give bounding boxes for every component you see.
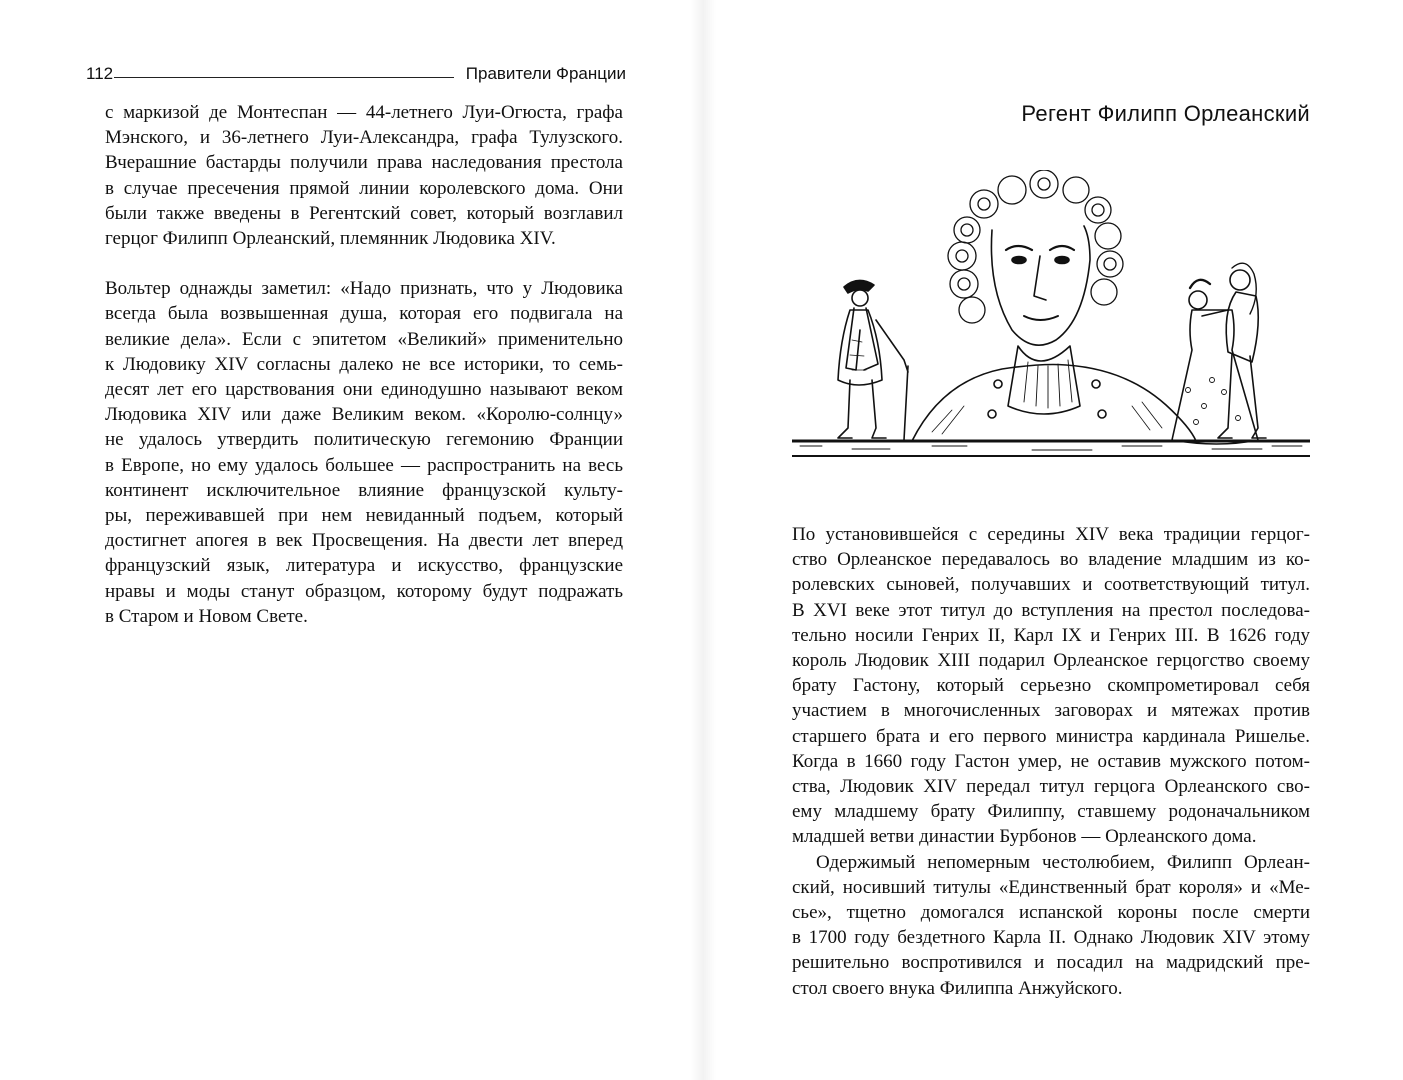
right-paragraph-1 [792,522,1310,850]
text-line: в случае пресечения прямой линии королевского дома. Они [105,177,623,199]
text-line: континент исключительное влияние французской культу- [105,479,623,501]
right-page-text [792,522,1310,1001]
header-rule [114,77,454,78]
text-line: сье», тщетно домогался испанской короны после смерти [792,902,1310,924]
text-line: В XVI веке этот титул до вступления на престол последова- [792,599,1310,621]
page-number: 112 [86,64,114,83]
right-paragraph-2 [792,850,1310,1001]
text-line: ство Орлеанское передавалось во владение младшим из ко- [792,549,1310,571]
text-line: ства, Людовик XIV передал титул герцога Орлеанского сво- [792,776,1310,798]
right-figures [1172,263,1266,444]
text-line: в 1700 году бездетного Карла II. Однако Людовик XIV этому [792,927,1310,949]
text-line: к Людовику XIV согласны далеко не все историки, то семь- [105,353,623,375]
text-line: Вчерашние бастарды получили права наследования престола [105,152,623,174]
left-page-text [105,100,623,629]
text-line: Людовика XIV или даже Великим веком. «Королю-солнцу» [105,404,623,426]
text-line: ролевских сыновей, получавших и соответствующий титул. [792,574,1310,596]
text-line: ры, переживавшей при нем невиданный подъем, который [105,505,623,527]
chapter-title: Регент Филипп Орлеанский [1021,101,1310,126]
text-line: нравы и моды станут образцом, которому будут подражать [105,580,623,602]
text-line: стол своего внука Филиппа Анжуйского. [792,977,1123,999]
text-line: всегда была возвышенная душа, которая его подвигала на [105,303,623,325]
text-line: брату Гастону, который серьезно скомпрометировал себя [792,675,1310,697]
text-line: Одержимый непомерным честолюбием, Филипп Орлеан- [816,851,1310,873]
text-line: ему младшему брату Филиппу, ставшему родоначальником [792,801,1310,823]
text-line: старшего брата и его первого министра кардинала Ришелье. [792,725,1310,747]
left-paragraph-1 [105,100,623,251]
text-line: достигнет апогея в век Просвещения. На двести лет вперед [105,530,623,552]
text-line: ский, носивший титулы «Единственный брат короля» и «Ме- [792,876,1310,898]
text-line: тельно носили Генрих II, Карл IX и Генрих III. В 1626 году [792,624,1310,646]
text-line: решительно воспротивился и посадил на мадридский пре- [792,952,1310,974]
text-line: король Людовик XIII подарил Орлеанское герцогство своему [792,650,1310,672]
text-line: французский язык, литература и искусство, французские [105,555,623,577]
book-gutter [690,0,716,1080]
text-line: не удалось утвердить политическую гегемонию Франции [105,429,623,451]
text-line: участием в многочисленных заговорах и мятежах против [792,700,1310,722]
text-line: с маркизой де Монтеспан — 44-летнего Луи-Огюста, графа [105,102,623,123]
text-line: По установившейся с середины XIV века традиции герцог- [792,524,1310,545]
text-line: Когда в 1660 году Гастон умер, не оставив мужского потом- [792,750,1310,772]
text-line: десят лет его царствования они единодушно называют веком [105,379,623,401]
central-portrait [912,170,1196,441]
paragraph-gap [105,251,623,276]
running-header [86,64,626,88]
text-line: в Европе, но ему удалось большее — распространить на весь [105,454,623,476]
portrait-illustration [792,170,1310,470]
running-title: Правители Франции [465,64,626,83]
text-line: были также введены в Регентский совет, который возглавил [105,202,623,224]
text-line: герцог Филипп Орлеанский, племянник Людовика XIV. [105,228,556,250]
text-line: великие дела». Если с эпитетом «Великий» применительно [105,328,623,350]
left-figure [838,280,908,440]
left-paragraph-2 [105,276,623,629]
text-line: младшей ветви династии Бурбонов — Орлеанского дома. [792,826,1257,848]
text-line: Вольтер однажды заметил: «Надо признать, что у Людовика [105,278,623,300]
text-line: Мэнского, и 36-летнего Луи-Александра, графа Тулузского. [105,127,623,149]
text-line: в Старом и Новом Свете. [105,605,308,627]
